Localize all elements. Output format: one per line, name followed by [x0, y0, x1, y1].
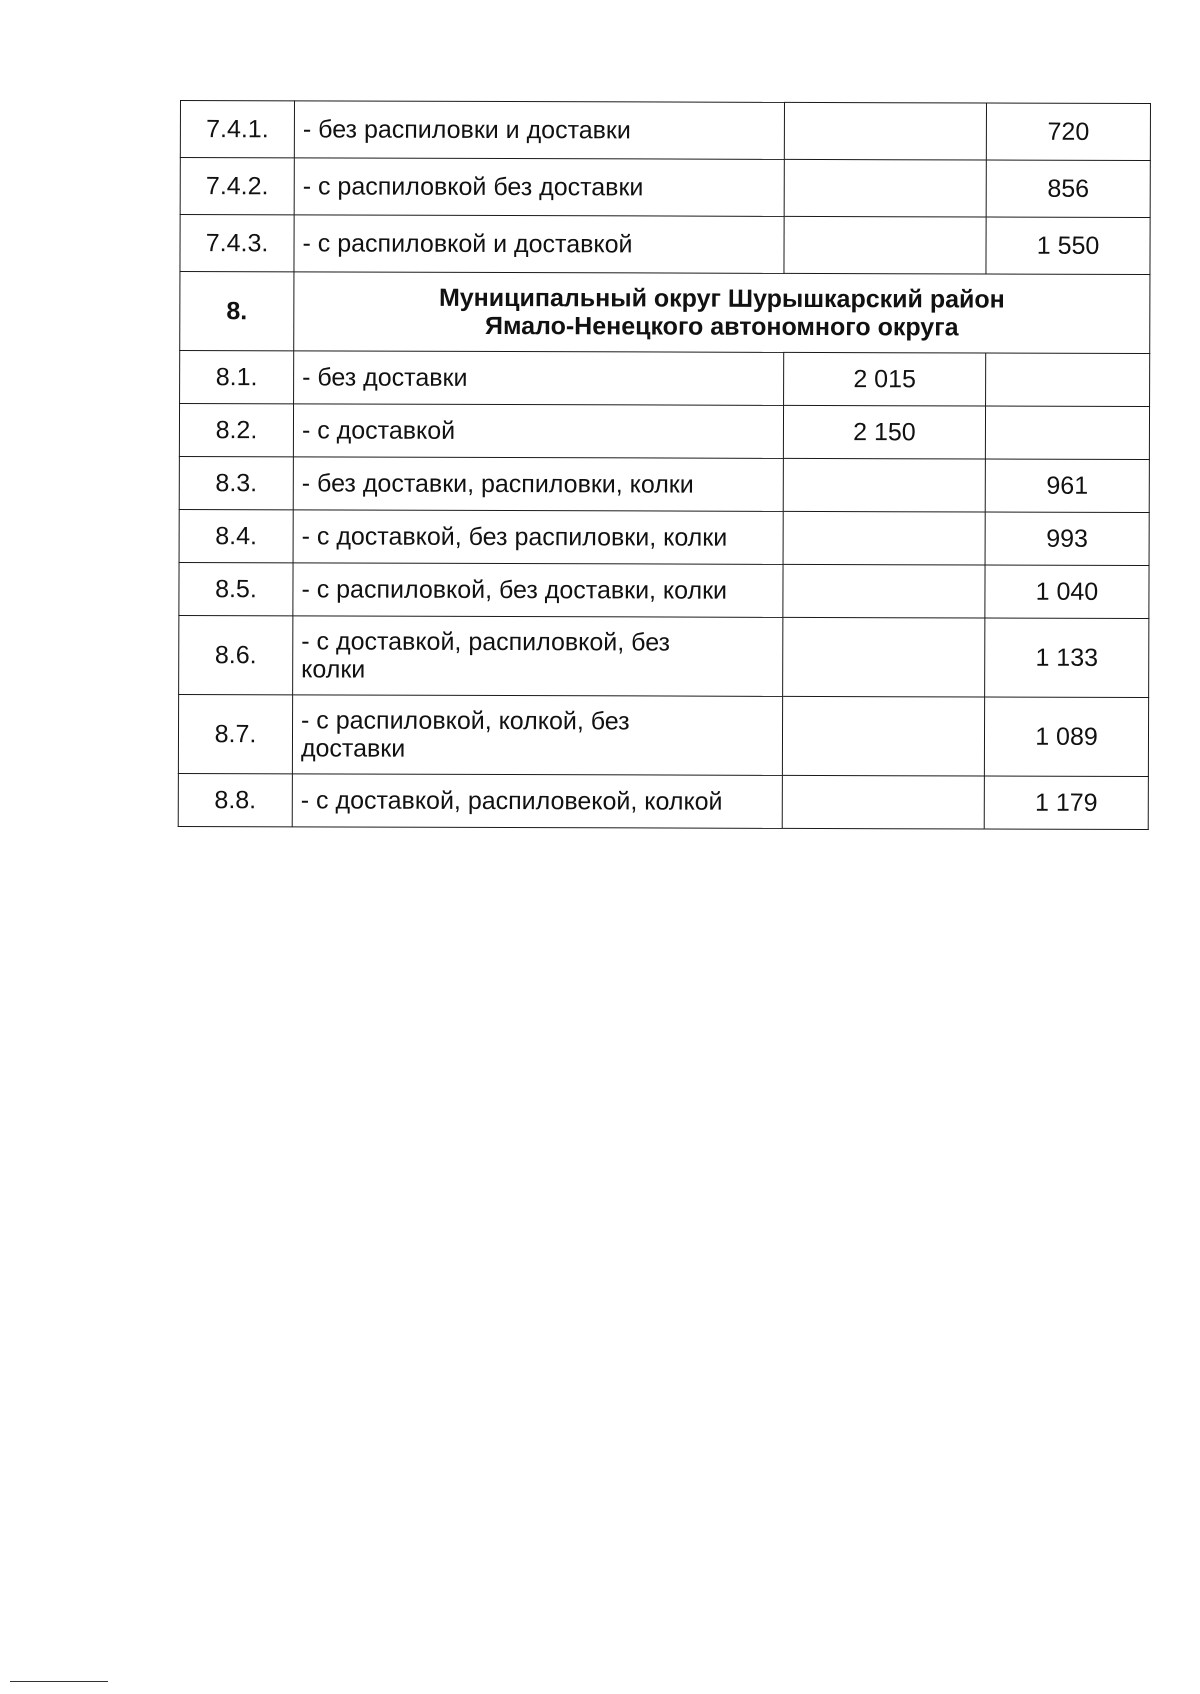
row-number: 8.2. — [179, 404, 293, 457]
price-table — [178, 100, 1151, 830]
table-row — [179, 456, 1149, 512]
row-value-1: 2 015 — [784, 352, 986, 406]
row-value-1 — [784, 102, 986, 160]
row-description: - с доставкой — [293, 404, 783, 459]
row-number: 8.5. — [179, 562, 293, 615]
row-value-2: 1 133 — [985, 618, 1149, 698]
row-value-2 — [986, 353, 1150, 407]
row-value-2: 1 089 — [984, 697, 1148, 777]
section-header-row — [180, 272, 1150, 354]
table-row — [180, 215, 1150, 275]
row-description: - без доставки — [294, 351, 784, 406]
row-value-1 — [784, 216, 986, 274]
section-number: 8. — [180, 272, 294, 351]
row-number: 7.4.3. — [180, 215, 294, 272]
row-value-1 — [783, 458, 985, 512]
row-description: - с доставкой, распиловекой, колкой — [292, 774, 782, 829]
table-row — [180, 351, 1150, 407]
section-title — [294, 272, 1150, 354]
table-row — [179, 404, 1149, 460]
row-value-2: 993 — [985, 512, 1149, 566]
row-value-1 — [783, 511, 985, 565]
row-value-2: 856 — [986, 160, 1150, 218]
row-number: 8.4. — [179, 509, 293, 562]
row-number: 7.4.1. — [180, 101, 294, 158]
table-row — [179, 562, 1149, 618]
row-description-line-1: - с доставкой, распиловкой, без — [301, 627, 671, 657]
row-description — [292, 695, 782, 776]
table-row — [178, 773, 1148, 829]
section-title-line-1: Муниципальный округ Шурышкарский район — [438, 283, 1005, 314]
table-row — [180, 158, 1150, 218]
row-number: 8.6. — [179, 615, 293, 694]
row-description-line-2: доставки — [300, 734, 406, 763]
row-description-line-1: - с распиловкой, колкой, без — [301, 706, 630, 736]
section-title-line-2: Ямало-Ненецкого автономного округа — [484, 311, 959, 342]
row-value-1 — [784, 159, 986, 217]
row-description: - с распиловкой и доставкой — [294, 215, 784, 274]
row-value-1 — [783, 617, 985, 697]
row-value-2: 1 040 — [985, 565, 1149, 619]
table-row — [180, 101, 1150, 161]
row-description: - без распиловки и доставки — [294, 101, 784, 160]
row-description: - с распиловкой без доставки — [294, 158, 784, 217]
row-value-2: 720 — [986, 103, 1150, 161]
row-description — [293, 616, 783, 697]
table-row — [179, 509, 1149, 565]
row-number: 7.4.2. — [180, 158, 294, 215]
row-description: - без доставки, распиловки, колки — [293, 457, 783, 512]
footnote-separator-line — [10, 1681, 108, 1682]
table-row — [178, 694, 1148, 776]
row-number: 8.8. — [178, 773, 292, 826]
row-number: 8.3. — [179, 456, 293, 509]
row-value-2: 1 179 — [984, 776, 1148, 830]
table-row — [179, 615, 1149, 697]
row-description: - с доставкой, без распиловки, колки — [293, 510, 783, 565]
row-value-1: 2 150 — [783, 405, 985, 459]
row-number: 8.7. — [178, 694, 292, 773]
row-value-1 — [783, 564, 985, 618]
row-value-1 — [782, 696, 984, 776]
row-value-1 — [782, 775, 984, 829]
row-description-line-2: колки — [301, 655, 366, 684]
row-value-2 — [985, 406, 1149, 460]
row-value-2: 961 — [985, 459, 1149, 513]
row-number: 8.1. — [180, 351, 294, 404]
row-value-2: 1 550 — [986, 217, 1150, 275]
row-description: - с распиловкой, без доставки, колки — [293, 563, 783, 618]
